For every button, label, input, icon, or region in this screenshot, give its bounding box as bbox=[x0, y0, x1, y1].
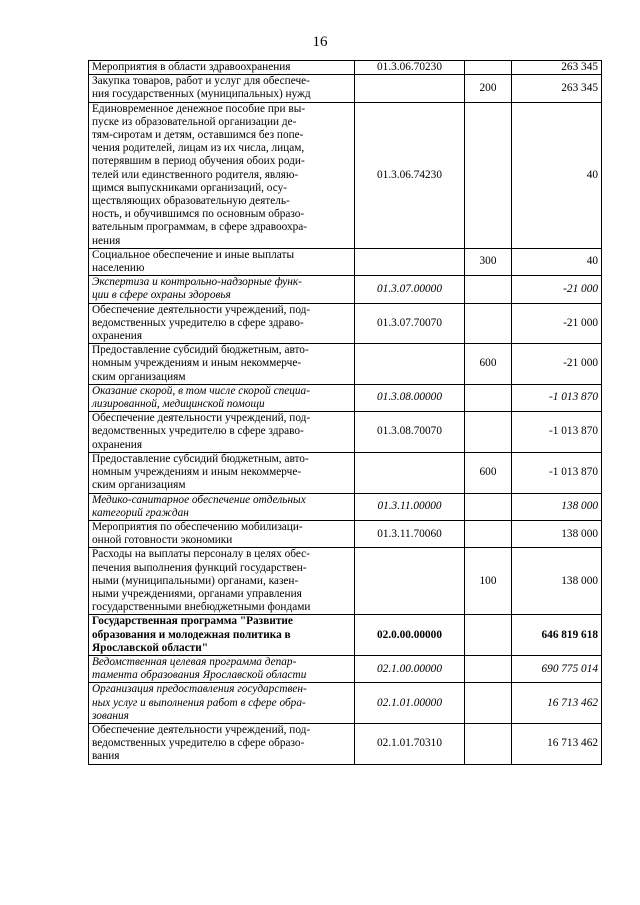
page-number: 16 bbox=[312, 34, 328, 50]
row-name-cell: Расходы на выплаты персоналу в целях обес- печения выполнения функций государствен- ными (муниципальными) органами, казен- ными учреждениями, органами управления государственными внебюджетными фондами bbox=[89, 548, 355, 615]
row-kind-cell bbox=[465, 683, 512, 724]
row-name-cell: Закупка товаров, работ и услуг для обеспече- ния государственных (муниципальных) нужд bbox=[89, 75, 355, 102]
row-name-cell: Предоставление субсидий бюджетным, авто- номным учреждениям и иным некоммерче- ским организациям bbox=[89, 344, 355, 385]
row-sum-cell: -21 000 bbox=[512, 276, 602, 303]
table-row bbox=[89, 61, 602, 75]
row-name-cell: Мероприятия по обеспечению мобилизаци- онной готовности экономики bbox=[89, 520, 355, 547]
row-name-cell: Экспертиза и контрольно-надзорные функ- ции в сфере охраны здоровья bbox=[89, 276, 355, 303]
table-row bbox=[89, 344, 602, 385]
row-sum-cell: 263 345 bbox=[512, 75, 602, 102]
row-kind-cell bbox=[465, 102, 512, 248]
row-kind-cell: 300 bbox=[465, 248, 512, 275]
row-sum-cell: 263 345 bbox=[512, 61, 602, 75]
table-row bbox=[89, 723, 602, 764]
row-code-cell: 01.3.07.70070 bbox=[355, 303, 465, 344]
row-sum-cell: 138 000 bbox=[512, 548, 602, 615]
row-kind-cell bbox=[465, 615, 512, 656]
row-sum-cell: 16 713 462 bbox=[512, 683, 602, 724]
row-name-cell: Оказание скорой, в том числе скорой специа- лизированной, медицинской помощи bbox=[89, 384, 355, 411]
row-name-cell: Обеспечение деятельности учреждений, под- ведомственных учредителю в сфере здраво- охранения bbox=[89, 412, 355, 453]
table-row bbox=[89, 615, 602, 656]
row-name-cell: Предоставление субсидий бюджетным, авто- номным учреждениям и иным некоммерче- ским организациям bbox=[89, 452, 355, 493]
row-sum-cell: 138 000 bbox=[512, 520, 602, 547]
table-row bbox=[89, 452, 602, 493]
table-row bbox=[89, 384, 602, 411]
table-row bbox=[89, 520, 602, 547]
row-code-cell bbox=[355, 344, 465, 385]
table-row bbox=[89, 102, 602, 248]
row-sum-cell: -21 000 bbox=[512, 344, 602, 385]
row-name-cell: Социальное обеспечение и иные выплаты населению bbox=[89, 248, 355, 275]
table-row bbox=[89, 276, 602, 303]
row-name-cell: Мероприятия в области здравоохранения bbox=[89, 61, 355, 75]
row-sum-cell: 16 713 462 bbox=[512, 723, 602, 764]
row-kind-cell bbox=[465, 520, 512, 547]
table-row bbox=[89, 303, 602, 344]
row-code-cell bbox=[355, 248, 465, 275]
row-kind-cell: 100 bbox=[465, 548, 512, 615]
row-sum-cell: 138 000 bbox=[512, 493, 602, 520]
row-sum-cell: -1 013 870 bbox=[512, 452, 602, 493]
table-row bbox=[89, 548, 602, 615]
budget-table-body bbox=[89, 61, 602, 765]
row-name-cell: Медико-санитарное обеспечение отдельных категорий граждан bbox=[89, 493, 355, 520]
row-sum-cell: 40 bbox=[512, 102, 602, 248]
row-sum-cell: -1 013 870 bbox=[512, 384, 602, 411]
row-code-cell: 01.3.08.00000 bbox=[355, 384, 465, 411]
row-kind-cell bbox=[465, 655, 512, 682]
row-kind-cell bbox=[465, 384, 512, 411]
row-kind-cell bbox=[465, 61, 512, 75]
row-code-cell: 01.3.08.70070 bbox=[355, 412, 465, 453]
row-name-cell: Ведомственная целевая программа депар- тамента образования Ярославской области bbox=[89, 655, 355, 682]
table-row bbox=[89, 493, 602, 520]
row-sum-cell: 40 bbox=[512, 248, 602, 275]
row-code-cell: 02.0.00.00000 bbox=[355, 615, 465, 656]
table-row bbox=[89, 248, 602, 275]
row-code-cell: 01.3.07.00000 bbox=[355, 276, 465, 303]
row-sum-cell: 646 819 618 bbox=[512, 615, 602, 656]
row-sum-cell: -1 013 870 bbox=[512, 412, 602, 453]
row-sum-cell: 690 775 014 bbox=[512, 655, 602, 682]
budget-table bbox=[88, 60, 602, 765]
row-name-cell: Организация предоставления государствен- ных услуг и выполнения работ в сфере обра- зования bbox=[89, 683, 355, 724]
table-row bbox=[89, 75, 602, 102]
row-code-cell bbox=[355, 75, 465, 102]
row-kind-cell bbox=[465, 412, 512, 453]
row-code-cell: 01.3.11.00000 bbox=[355, 493, 465, 520]
row-kind-cell bbox=[465, 303, 512, 344]
table-row bbox=[89, 412, 602, 453]
row-kind-cell bbox=[465, 493, 512, 520]
row-kind-cell: 200 bbox=[465, 75, 512, 102]
row-code-cell bbox=[355, 548, 465, 615]
row-code-cell: 02.1.01.00000 bbox=[355, 683, 465, 724]
row-name-cell: Обеспечение деятельности учреждений, под- ведомственных учредителю в сфере здраво- охранения bbox=[89, 303, 355, 344]
table-row bbox=[89, 683, 602, 724]
row-code-cell: 02.1.00.00000 bbox=[355, 655, 465, 682]
row-sum-cell: -21 000 bbox=[512, 303, 602, 344]
row-kind-cell bbox=[465, 723, 512, 764]
row-kind-cell bbox=[465, 276, 512, 303]
row-code-cell bbox=[355, 452, 465, 493]
row-kind-cell: 600 bbox=[465, 452, 512, 493]
row-name-cell: Государственная программа "Развитие образования и молодежная политика в Ярославской области" bbox=[89, 615, 355, 656]
row-kind-cell: 600 bbox=[465, 344, 512, 385]
row-code-cell: 01.3.06.70230 bbox=[355, 61, 465, 75]
table-row bbox=[89, 655, 602, 682]
row-name-cell: Обеспечение деятельности учреждений, под- ведомственных учредителю в сфере образо- вания bbox=[89, 723, 355, 764]
row-name-cell: Единовременное денежное пособие при вы- пуске из образовательной организации де- тям-сиротам и детям, оставшимся без попе- чения родителей, лицам из их числа, лицам, потерявшим в период обучения обоих роди- телей или единственного родителя, являю- щимся выпускниками организаций, осу- ществляющих образовательную деятель- ность, и обучившимся по основным образо- вательным программам, в сфере здравоохра- нения bbox=[89, 102, 355, 248]
row-code-cell: 01.3.06.74230 bbox=[355, 102, 465, 248]
row-code-cell: 01.3.11.70060 bbox=[355, 520, 465, 547]
row-code-cell: 02.1.01.70310 bbox=[355, 723, 465, 764]
